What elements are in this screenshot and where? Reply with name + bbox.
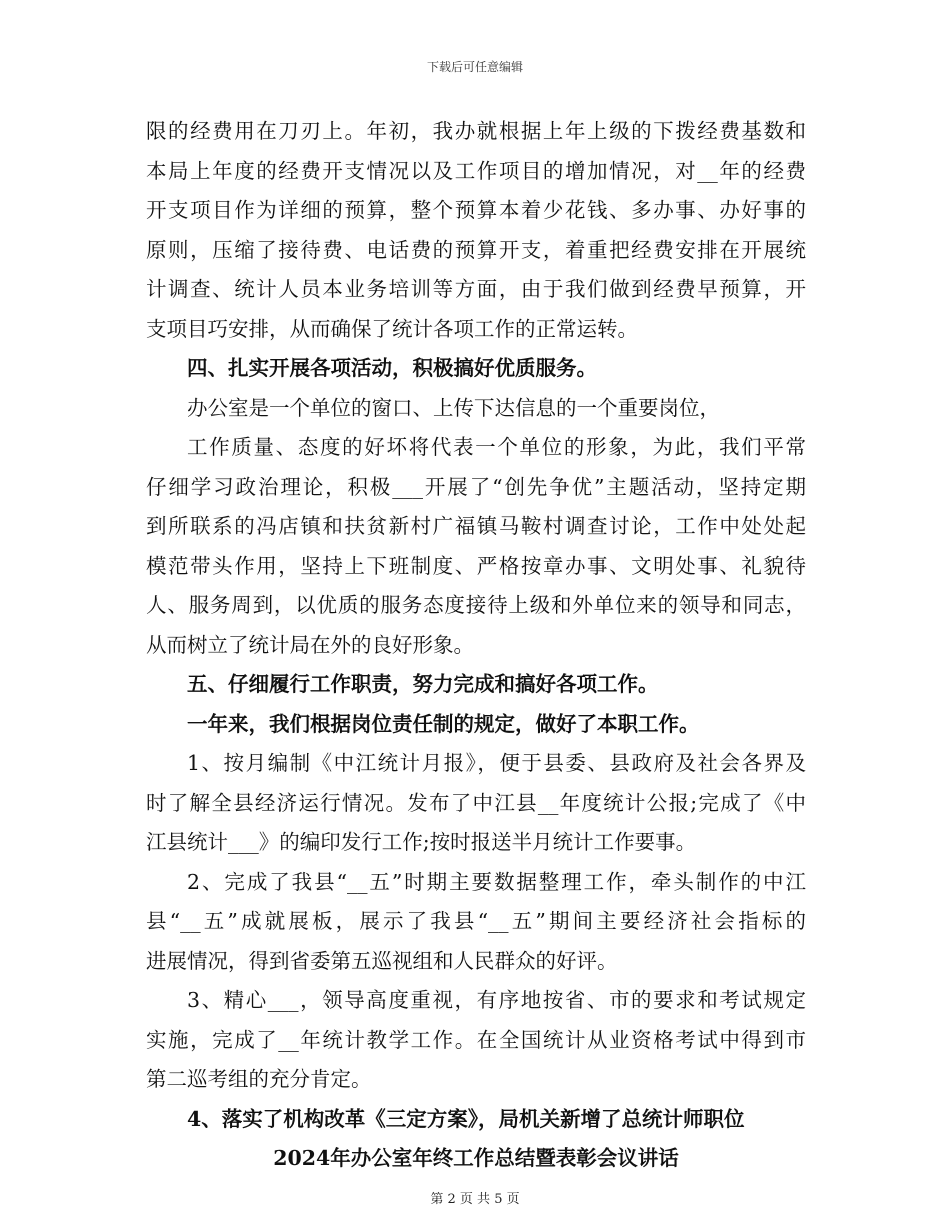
text-line: 计调查、统计人员本业务培训等方面，由于我们做到经费早预算，开 bbox=[146, 277, 806, 301]
text-line: 限的经费用在刀刃上。年初，我办就根据上年上级的下拨经费基数和 bbox=[146, 119, 806, 143]
section-heading: 五、仔细履行工作职责，努力完成和搞好各项工作。 bbox=[187, 672, 659, 696]
text-line: 办公室是一个单位的窗口、上传下达信息的一个重要岗位， bbox=[187, 395, 720, 420]
text-line: 2、完成了我县“__五”时期主要数据整理工作，牵头制作的中江 bbox=[187, 869, 806, 894]
text-line: 实施，完成了__年统计教学工作。在全国统计从业资格考试中得到市 bbox=[146, 1027, 806, 1052]
text-line: 支项目巧安排，从而确保了统计各项工作的正常运转。 bbox=[146, 316, 638, 341]
text-line: 原则，压缩了接待费、电话费的预算开支，着重把经费安排在开展统 bbox=[146, 237, 806, 262]
section-heading: 四、扎实开展各项活动，积极搞好优质服务。 bbox=[187, 356, 597, 380]
text-line: 江县统计___》的编印发行工作;按时报送半月统计工作要事。 bbox=[146, 830, 697, 854]
text-line: 时了解全县经济运行情况。发布了中江县__年度统计公报;完成了《中 bbox=[146, 790, 806, 815]
text-line: 模范带头作用，坚持上下班制度、严格按章办事、文明处事、礼貌待 bbox=[146, 553, 806, 578]
text-line: 县“__五”成就展板，展示了我县“__五”期间主要经济社会指标的 bbox=[146, 909, 806, 933]
page-header: 下载后可任意编辑 bbox=[426, 60, 523, 74]
text-line: 3、精心___，领导高度重视，有序地按省、市的要求和考试规定 bbox=[187, 988, 806, 1012]
section-heading: 一年来，我们根据岗位责任制的规定，做好了本职工作。 bbox=[187, 711, 700, 736]
text-line: 开支项目作为详细的预算，整个预算本着少花钱、多办事、办好事的 bbox=[146, 198, 806, 222]
document-body bbox=[146, 112, 806, 1179]
text-line: 进展情况，得到省委第五巡视组和人民群众的好评。 bbox=[146, 948, 618, 973]
text-line: 工作质量、态度的好坏将代表一个单位的形象，为此，我们平常 bbox=[187, 435, 806, 459]
text-line: 仔细学习政治理论，积极___开展了“创先争优”主题活动，坚持定期 bbox=[146, 474, 806, 499]
text-line: 从而树立了统计局在外的良好形象。 bbox=[146, 632, 474, 657]
text-line: 本局上年度的经费开支情况以及工作项目的增加情况，对__年的经费 bbox=[146, 158, 806, 183]
text-line: 1、按月编制《中江统计月报》，便于县委、县政府及社会各界及 bbox=[187, 751, 806, 775]
section-heading: 4、落实了机构改革《三定方案》，局机关新增了总统计师职位 bbox=[187, 1106, 745, 1131]
text-line: 第二巡考组的充分肯定。 bbox=[146, 1067, 372, 1091]
text-line: 人、服务周到，以优质的服务态度接待上级和外单位来的领导和同志， bbox=[146, 593, 806, 617]
document-title: 2024年办公室年终工作总结暨表彰会议讲话 bbox=[273, 1146, 679, 1170]
text-line: 到所联系的冯店镇和扶贫新村广福镇马鞍村调查讨论，工作中处处起 bbox=[146, 514, 806, 538]
page-footer: 第 2 页 共 5 页 bbox=[430, 1192, 520, 1207]
